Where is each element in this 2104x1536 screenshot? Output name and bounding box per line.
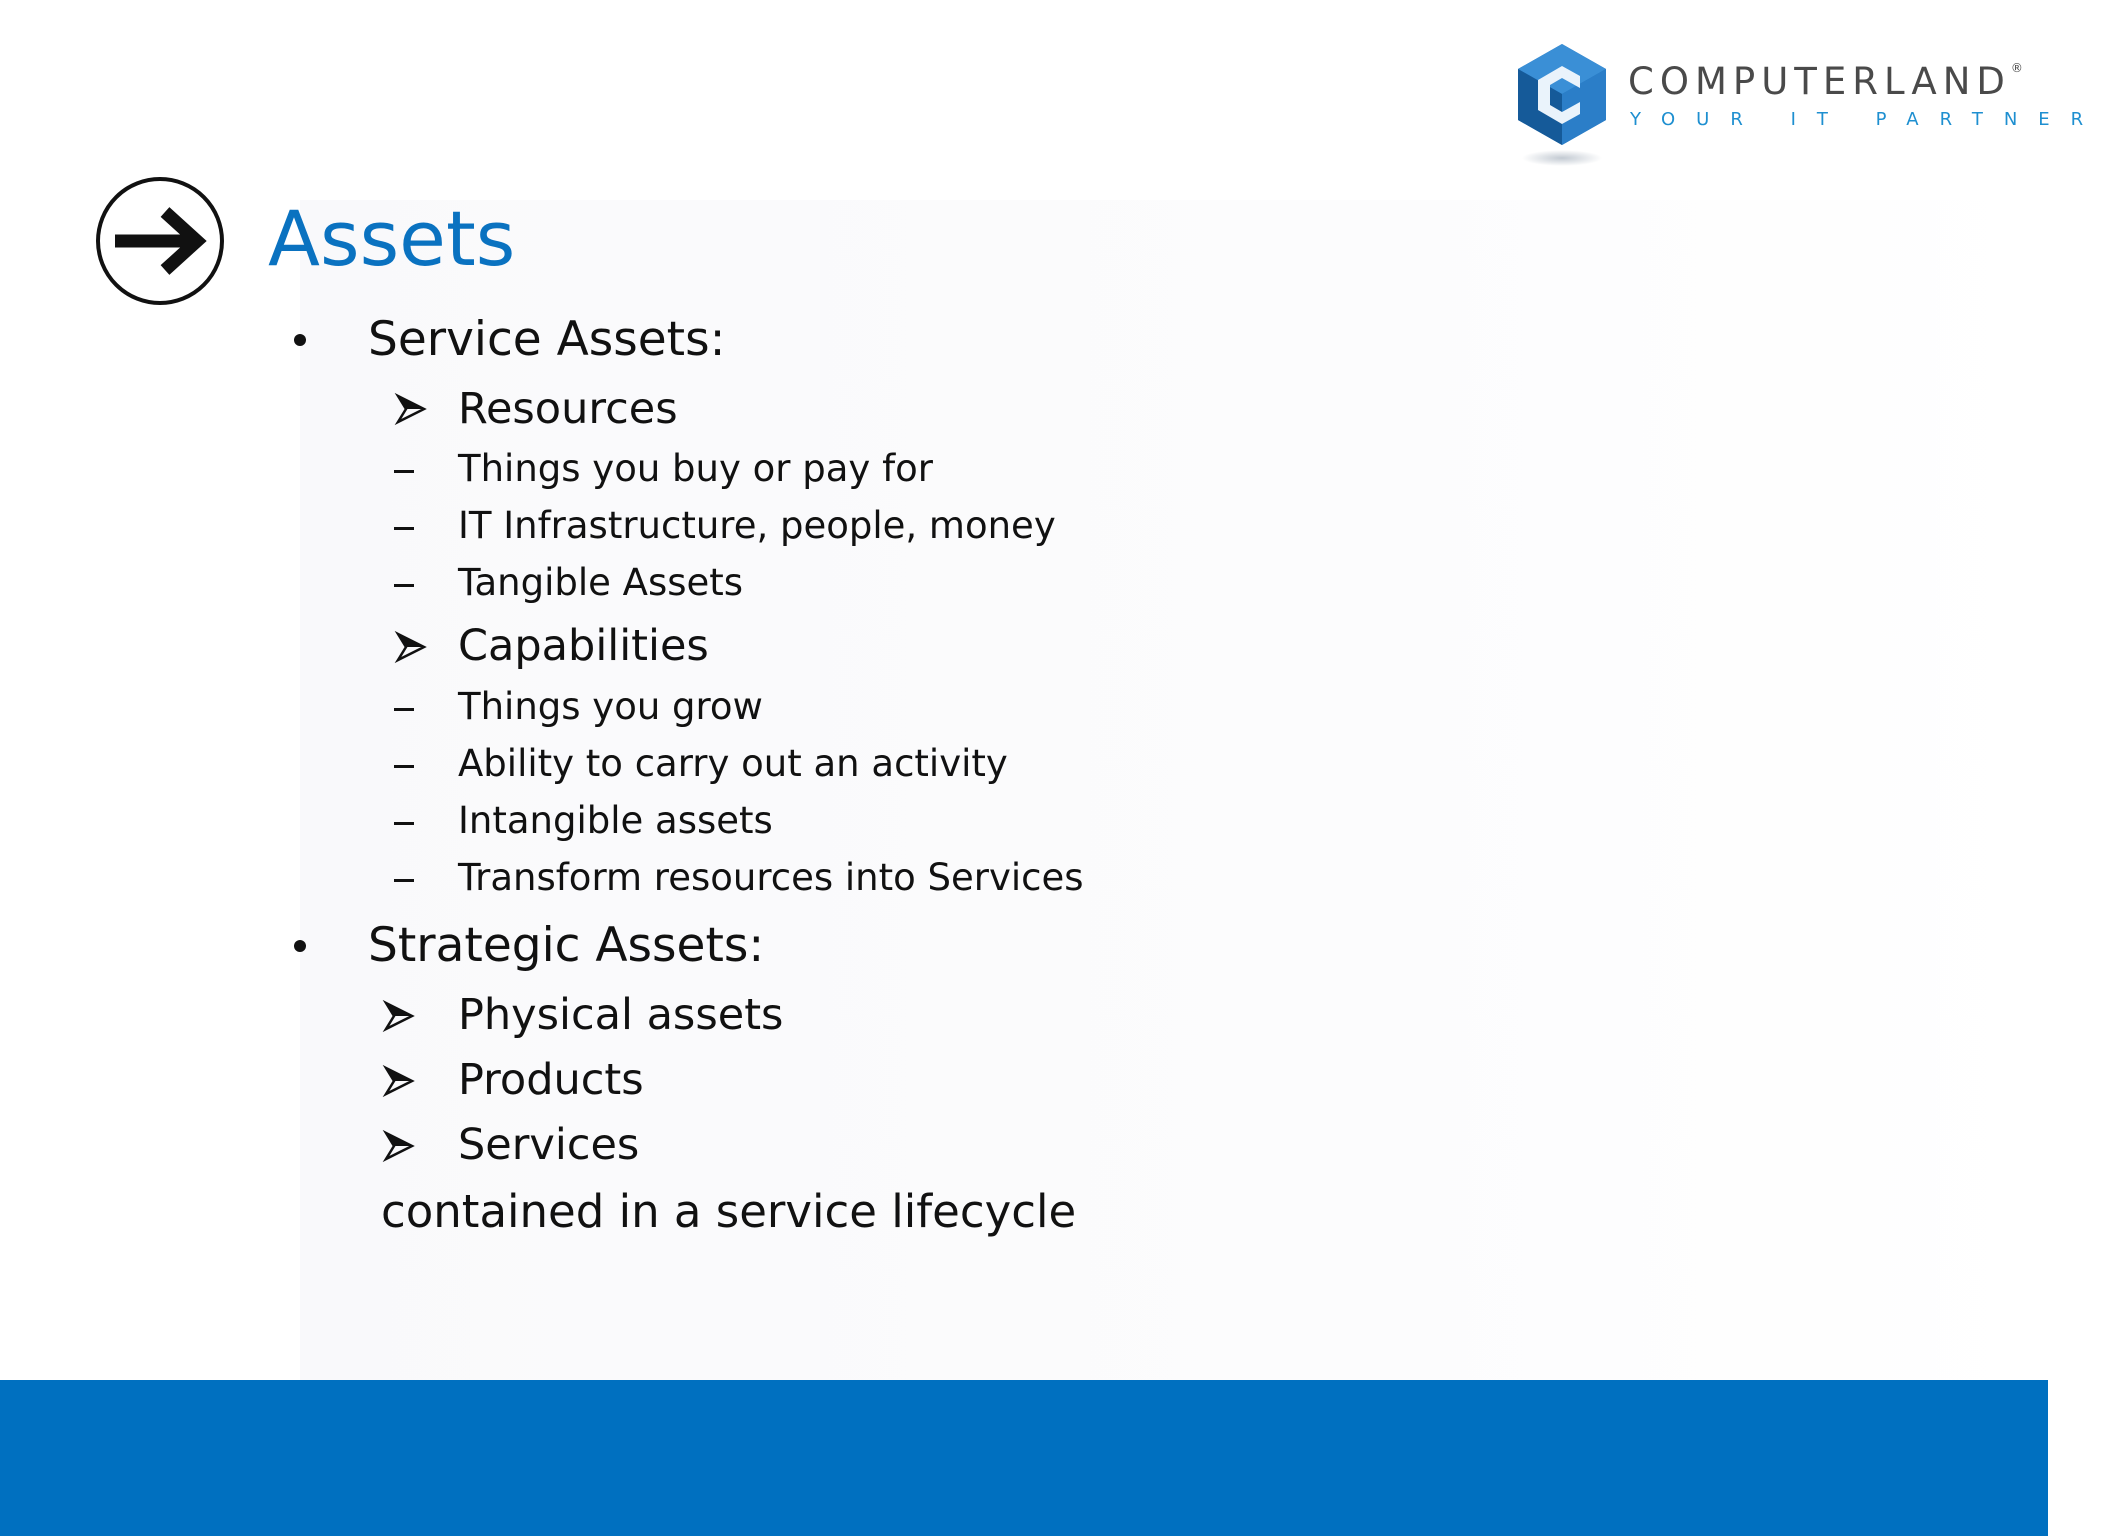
arrow-right-circle-icon	[93, 174, 227, 308]
subbullet-label: Services	[458, 1120, 640, 1170]
list-item-text: IT Infrastructure, people, money	[458, 504, 1056, 547]
list-item-text: Intangible assets	[458, 799, 773, 842]
list-item	[0, 501, 2048, 551]
computerland-logo-icon	[1510, 40, 1615, 170]
dash-bullet-icon	[394, 765, 414, 768]
subbullet-label: Products	[458, 1055, 644, 1105]
list-item	[0, 682, 2048, 732]
dash-bullet-icon	[394, 470, 414, 473]
bullet-service-assets	[0, 310, 2048, 370]
bullet-label: Service Assets:	[368, 312, 726, 367]
bullet-strategic-assets	[0, 916, 2048, 976]
subbullet-label: Resources	[458, 384, 678, 434]
logo-tagline: YOUR IT PARTNER	[1630, 109, 2104, 130]
list-item-text: Things you buy or pay for	[458, 447, 933, 490]
arrowhead-bullet-icon	[396, 394, 426, 424]
arrowhead-bullet-icon	[384, 1066, 414, 1096]
subbullet-capabilities	[0, 618, 2048, 674]
footer-bar	[0, 1380, 2048, 1536]
arrowhead-bullet-icon	[396, 632, 426, 662]
subbullet-label: Physical assets	[458, 990, 784, 1040]
list-item	[0, 853, 2048, 903]
subbullet-physical-assets	[0, 987, 2048, 1043]
list-item-text: Tangible Assets	[458, 561, 744, 604]
list-item-text: Things you grow	[458, 685, 763, 728]
bullet-dot-icon	[294, 334, 306, 346]
logo-name: COMPUTERLAND®	[1628, 60, 2023, 103]
bullet-dot-icon	[294, 940, 306, 952]
company-logo	[1510, 40, 2104, 175]
list-item	[0, 796, 2048, 846]
list-item	[0, 558, 2048, 608]
subbullet-label: Capabilities	[458, 621, 709, 671]
subbullet-products	[0, 1052, 2048, 1108]
list-item-text: Transform resources into Services	[458, 856, 1084, 899]
bullet-label: Strategic Assets:	[368, 918, 765, 973]
arrowhead-bullet-icon	[384, 1131, 414, 1161]
list-item	[0, 444, 2048, 494]
dash-bullet-icon	[394, 708, 414, 711]
subbullet-services	[0, 1117, 2048, 1173]
dash-bullet-icon	[394, 822, 414, 825]
dash-bullet-icon	[394, 527, 414, 530]
arrowhead-bullet-icon	[384, 1001, 414, 1031]
slide-title: Assets	[268, 194, 516, 283]
dash-bullet-icon	[394, 584, 414, 587]
list-item-text: Ability to carry out an activity	[458, 742, 1008, 785]
strategic-assets-note: contained in a service lifecycle	[381, 1185, 1077, 1238]
dash-bullet-icon	[394, 879, 414, 882]
subbullet-resources	[0, 381, 2048, 437]
list-item	[0, 739, 2048, 789]
